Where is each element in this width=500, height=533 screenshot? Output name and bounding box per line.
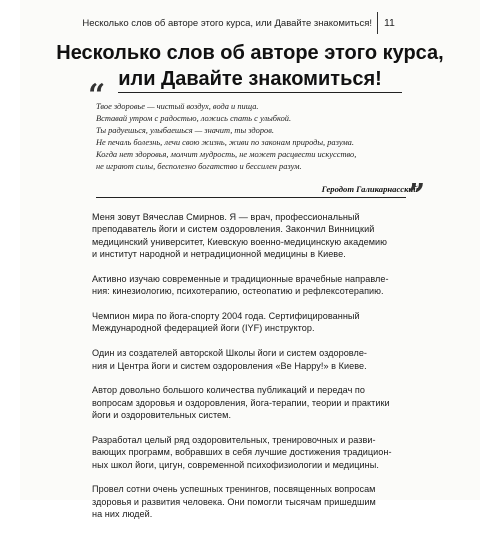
text-line: вопросам здоровья и оздоровления, йога-терапии, теории и практики [92, 397, 390, 408]
epigraph-line: Твое здоровье — чистый воздух, вода и пища. [96, 102, 259, 111]
chapter-title-line-1: Несколько слов об авторе этого курса, [56, 42, 444, 64]
text-line: ния: кинезиологию, психотерапию, остеопатию и рефлексотерапию. [92, 286, 384, 297]
text-line: Чемпион мира по йога-спорту 2004 года. Сертифицированный [92, 311, 360, 322]
open-quote-icon: “ [88, 78, 106, 113]
close-quote-icon: ” [408, 178, 426, 213]
epigraph [96, 101, 416, 174]
text-line: ных школ йоги, цигун, современной психофизиологии и медицины. [92, 459, 379, 470]
text-line: здоровья и развития человека. Они помогли тысячам пришедшим [92, 496, 376, 507]
paragraph [92, 384, 410, 421]
epigraph-line: Когда нет здоровья, молчит мудрость, не может расцвести искусство, [96, 150, 357, 160]
epigraph-author: Геродот Галикарнасский [321, 184, 418, 194]
text-line: преподаватель йоги и систем оздоровления. Закончил Винницкий [92, 224, 375, 235]
text-line: Активно изучаю современные и традиционные врачебные направле- [92, 273, 389, 284]
paragraph [92, 310, 410, 335]
header-divider [377, 12, 378, 34]
epigraph-bottom-rule [96, 197, 406, 198]
text-line: ния и Центра йоги и систем оздоровления «Be Happy!» в Киеве. [92, 360, 367, 371]
text-line: Разработал целый ряд оздоровительных, тренировочных и разви- [92, 434, 376, 445]
text-line: Провел сотни очень успешных тренингов, посвященных вопросам [92, 484, 376, 495]
text-line: йоги и оздоровительных систем. [92, 410, 232, 421]
page-number: 11 [384, 17, 395, 29]
book-page [20, 0, 480, 520]
paragraph [92, 211, 410, 261]
text-line: на них людей. [92, 509, 153, 520]
epigraph-line: Вставай утром с радостью, ложись спать с улыбкой. [96, 114, 292, 124]
epigraph-top-rule [118, 92, 402, 93]
paragraph [92, 273, 410, 298]
running-header: Несколько слов об авторе этого курса, или Давайте знакомиться! [82, 18, 372, 29]
text-line: Автор довольно большого количества публикаций и передач по [92, 385, 366, 396]
text-line: и институт народной и нетрадиционной медицины в Киеве. [92, 249, 346, 260]
chapter-title-line-2: или Давайте знакомиться! [118, 68, 382, 90]
body-text [92, 211, 410, 533]
paragraph [92, 347, 410, 372]
text-line: Международной федерацией йоги (IYF) инструктор. [92, 323, 315, 334]
text-line: вающих программ, вобравших в себя лучшие достижения традицион- [92, 447, 392, 458]
epigraph-line: Не печаль болезнь, лечи свою жизнь, живи по законам природы, разума. [96, 138, 354, 148]
epigraph-line: не играют силы, бесполезно богатство и бессилен разум. [96, 162, 302, 172]
text-line: Меня зовут Вячеслав Смирнов. Я — врач, профессиональный [92, 212, 360, 222]
text-line: медицинский университет, Киевскую военно-медицинскую академию [92, 236, 388, 247]
epigraph-line: Ты радуешься, улыбаешься — значит, ты здоров. [96, 126, 274, 136]
text-line: Один из создателей авторской Школы йоги и систем оздоровле- [92, 348, 368, 359]
paragraph [92, 483, 410, 520]
paragraph [92, 434, 410, 471]
